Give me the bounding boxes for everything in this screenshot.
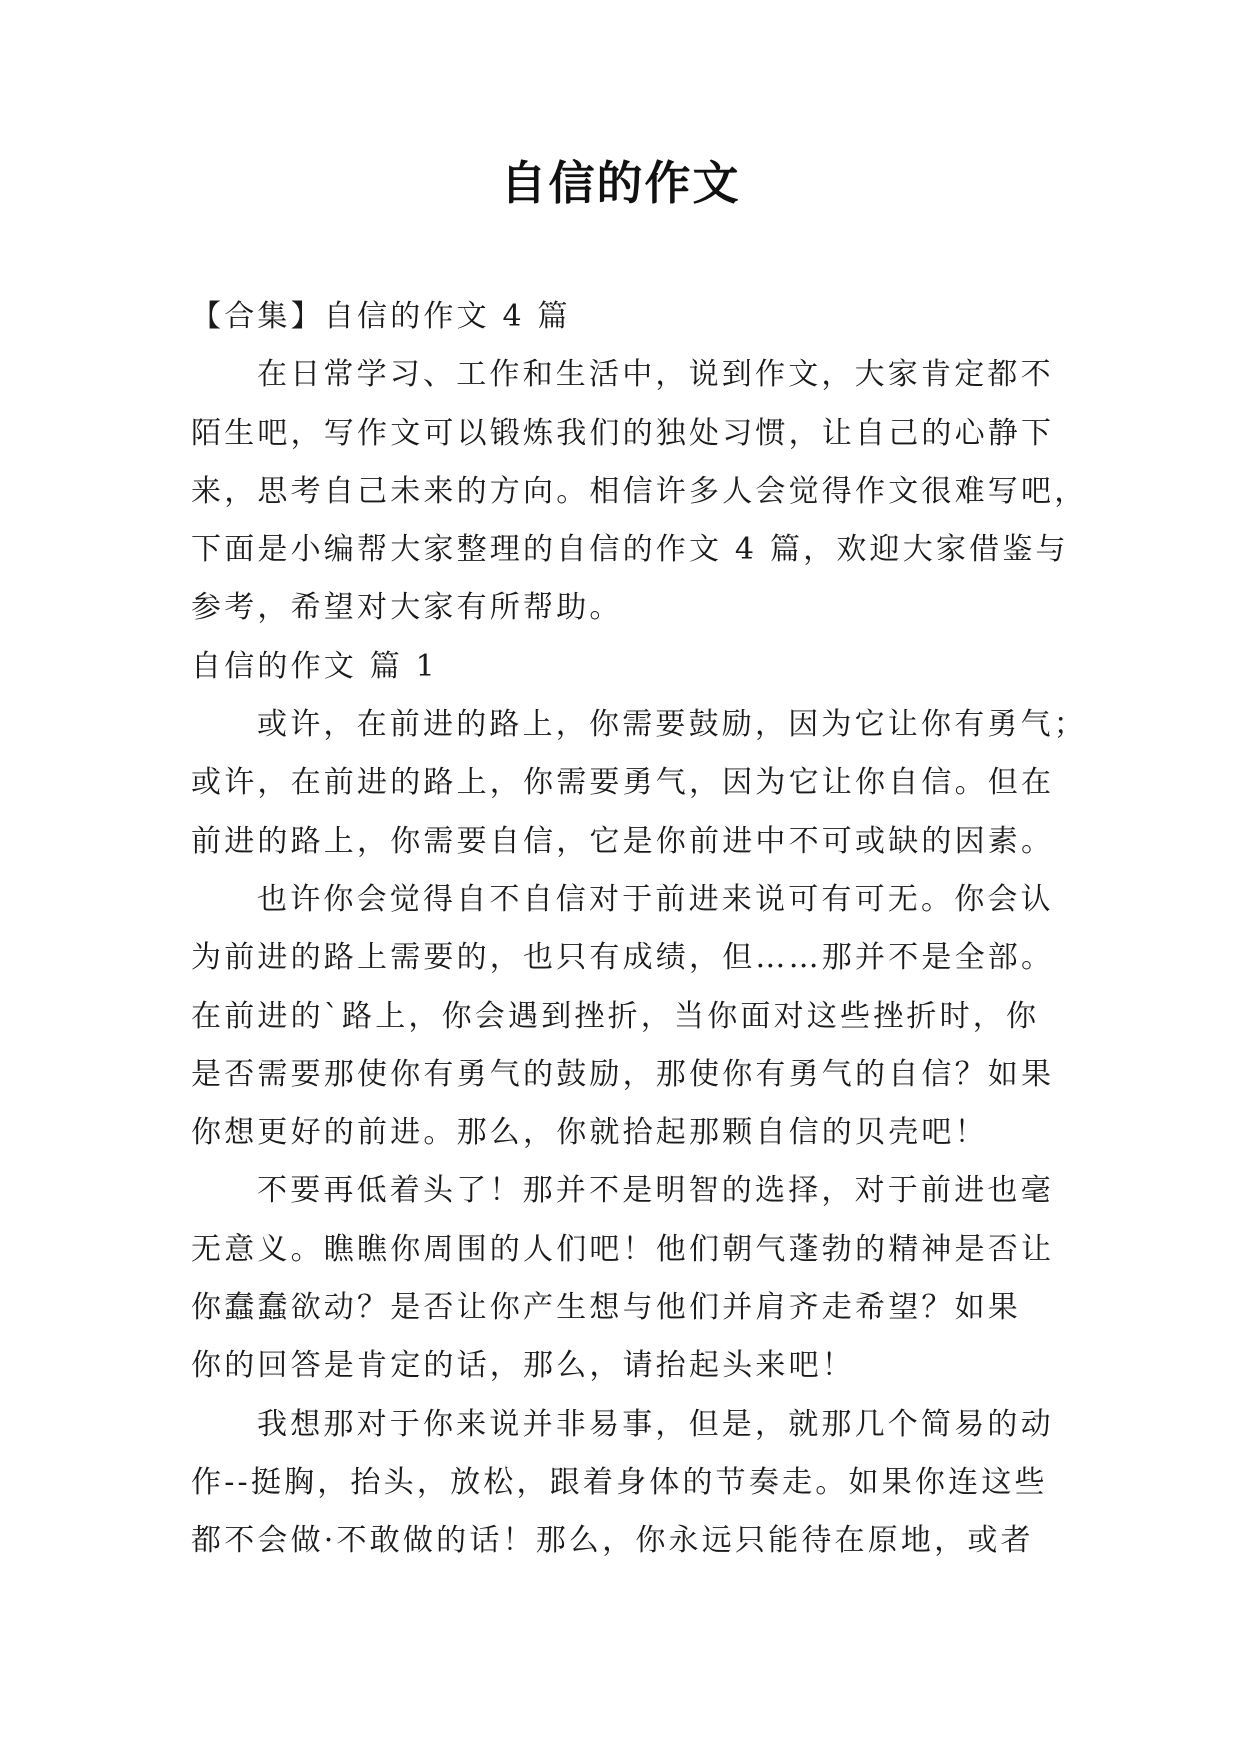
text-line: 不要再低着头了！那并不是明智的选择，对于前进也毫: [257, 1173, 1054, 1209]
text-line: 下面是小编帮大家整理的自信的作文 4 篇，欢迎大家借鉴与: [191, 532, 1069, 568]
text-line: 都不会做·不敢做的话！那么，你永远只能待在原地，或者: [191, 1523, 1034, 1559]
text-line: 或许，在前进的路上，你需要鼓励，因为它让你有勇气；: [257, 707, 1087, 743]
text-line: 或许，在前进的路上，你需要勇气，因为它让你自信。但在: [191, 765, 1055, 801]
text-line: 是否需要那使你有勇气的鼓励，那使你有勇气的自信？如果: [191, 1056, 1055, 1092]
text-line: 你的回答是肯定的话，那么，请抬起头来吧！: [191, 1348, 855, 1384]
text-line: 你想更好的前进。那么，你就拾起那颗自信的贝壳吧！: [191, 1115, 988, 1151]
document-title: 自信的作文: [500, 156, 741, 210]
text-line: 为前进的路上需要的，也只有成绩，但……那并不是全部。: [191, 940, 1055, 976]
text-line: 作--挺胸，抬头，放松，跟着身体的节奏走。如果你连这些: [191, 1464, 1048, 1500]
text-line: 【合集】自信的作文 4 篇: [191, 299, 571, 334]
document-body: [191, 288, 1088, 1571]
text-line: 来，思考自己未来的方向。相信许多人会觉得作文很难写吧，: [191, 473, 1088, 509]
text-line: 在前进的`路上，你会遇到挫折，当你面对这些挫折时，你: [191, 998, 1040, 1034]
text-line: 无意义。瞧瞧你周围的人们吧！他们朝气蓬勃的精神是否让: [191, 1231, 1055, 1267]
text-line: 你蠢蠢欲动？是否让你产生想与他们并肩齐走希望？如果: [191, 1290, 1021, 1326]
text-line: 自信的作文 篇 1: [191, 648, 438, 684]
text-line: 陌生吧，写作文可以锻炼我们的独处习惯，让自己的心静下: [191, 415, 1055, 451]
text-line: 在日常学习、工作和生活中，说到作文，大家肯定都不: [257, 357, 1054, 393]
text-line: 也许你会觉得自不自信对于前进来说可有可无。你会认: [257, 881, 1054, 917]
text-line: 我想那对于你来说并非易事，但是，就那几个简易的动: [257, 1406, 1054, 1442]
text-line: 前进的路上，你需要自信，它是你前进中不可或缺的因素。: [191, 823, 1055, 859]
text-line: 参考，希望对大家有所帮助。: [191, 590, 623, 626]
